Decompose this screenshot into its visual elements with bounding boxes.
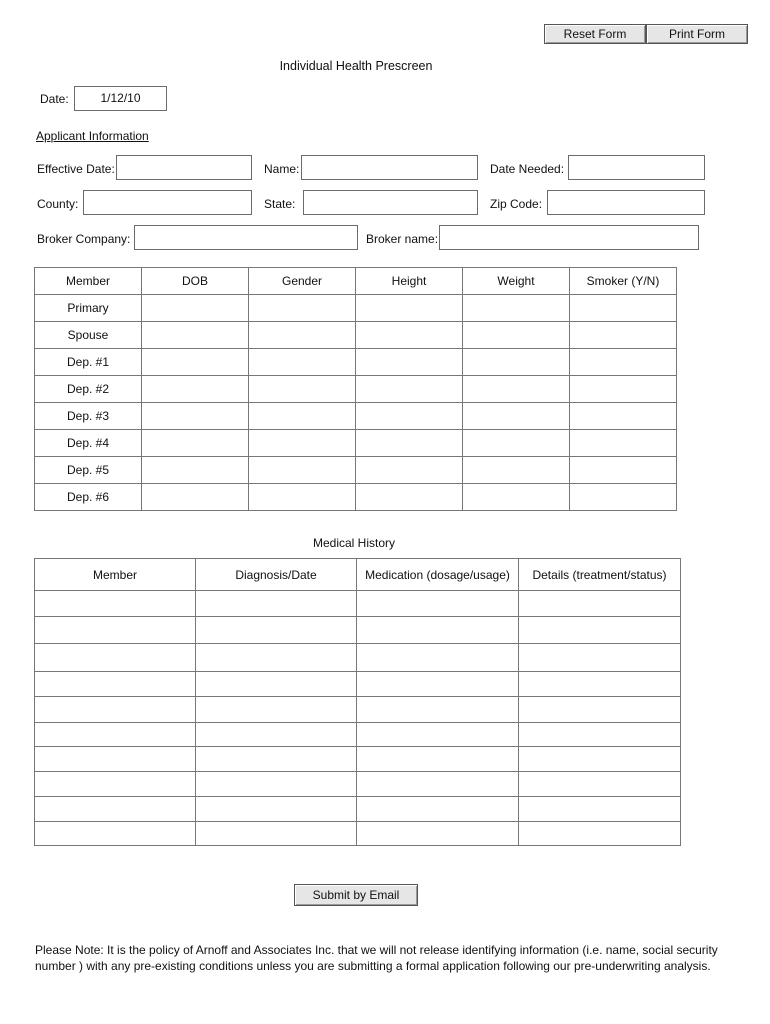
table-row xyxy=(35,822,681,846)
county-label: County: xyxy=(37,197,79,211)
smoker-cell[interactable] xyxy=(570,457,677,484)
member-label: Primary xyxy=(35,295,142,322)
height-cell[interactable] xyxy=(356,349,463,376)
effective-date-field[interactable] xyxy=(116,155,252,180)
diagnosis-cell[interactable] xyxy=(196,747,357,772)
table-row xyxy=(35,797,681,822)
medication-cell[interactable] xyxy=(357,747,519,772)
table-row xyxy=(35,723,681,747)
diagnosis-cell[interactable] xyxy=(196,617,357,644)
members-header-row xyxy=(35,268,677,295)
medication-cell[interactable] xyxy=(357,772,519,797)
member-cell[interactable] xyxy=(35,797,196,822)
table-row xyxy=(35,697,681,723)
details-cell[interactable] xyxy=(519,591,681,617)
table-row xyxy=(35,772,681,797)
gender-cell[interactable] xyxy=(249,430,356,457)
col-header-medication: Medication (dosage/usage) xyxy=(357,559,519,591)
table-row xyxy=(35,295,677,322)
dob-cell[interactable] xyxy=(142,430,249,457)
applicant-information-heading: Applicant Information xyxy=(36,129,149,143)
member-cell[interactable] xyxy=(35,697,196,723)
medication-cell[interactable] xyxy=(357,797,519,822)
smoker-cell[interactable] xyxy=(570,484,677,511)
policy-note: Please Note: It is the policy of Arnoff and Associates Inc. that we will not release identifying information (i.e. name, social security number ) with any pre-existing conditions unless you are submitting a formal application following our pre-underwriting analysis. xyxy=(35,943,718,973)
gender-cell[interactable] xyxy=(249,403,356,430)
smoker-cell[interactable] xyxy=(570,349,677,376)
member-cell[interactable] xyxy=(35,644,196,672)
name-field[interactable] xyxy=(301,155,478,180)
members-table xyxy=(34,267,677,511)
state-label: State: xyxy=(264,197,296,211)
diagnosis-cell[interactable] xyxy=(196,644,357,672)
weight-cell[interactable] xyxy=(463,430,570,457)
state-field[interactable] xyxy=(303,190,478,215)
gender-cell[interactable] xyxy=(249,322,356,349)
member-label: Dep. #4 xyxy=(35,430,142,457)
col-header-smoker: Smoker (Y/N) xyxy=(570,268,677,295)
table-row xyxy=(35,457,677,484)
dob-cell[interactable] xyxy=(142,376,249,403)
dob-cell[interactable] xyxy=(142,322,249,349)
member-label: Dep. #6 xyxy=(35,484,142,511)
table-row xyxy=(35,672,681,697)
details-cell[interactable] xyxy=(519,772,681,797)
col-header-diagnosis-date: Diagnosis/Date xyxy=(196,559,357,591)
diagnosis-cell[interactable] xyxy=(196,672,357,697)
medical-history-title: Medical History xyxy=(312,536,396,550)
dob-cell[interactable] xyxy=(142,403,249,430)
broker-name-label: Broker name: xyxy=(366,232,439,246)
weight-cell[interactable] xyxy=(463,457,570,484)
reset-form-button[interactable]: Reset Form xyxy=(544,24,646,44)
broker-name-field[interactable] xyxy=(439,225,699,250)
date-label: Date: xyxy=(40,92,69,106)
gender-cell[interactable] xyxy=(249,376,356,403)
member-cell[interactable] xyxy=(35,772,196,797)
weight-cell[interactable] xyxy=(463,403,570,430)
medication-cell[interactable] xyxy=(357,697,519,723)
diagnosis-cell[interactable] xyxy=(196,797,357,822)
details-cell[interactable] xyxy=(519,723,681,747)
broker-company-label: Broker Company: xyxy=(37,232,131,246)
gender-cell[interactable] xyxy=(249,484,356,511)
name-label: Name: xyxy=(264,162,300,176)
dob-cell[interactable] xyxy=(142,349,249,376)
height-cell[interactable] xyxy=(356,430,463,457)
col-header-member: Member xyxy=(35,559,196,591)
medical-history-table xyxy=(34,558,681,846)
county-field[interactable] xyxy=(83,190,252,215)
date-needed-field[interactable] xyxy=(568,155,705,180)
smoker-cell[interactable] xyxy=(570,376,677,403)
details-cell[interactable] xyxy=(519,697,681,723)
member-label: Dep. #2 xyxy=(35,376,142,403)
height-cell[interactable] xyxy=(356,484,463,511)
submit-by-email-button[interactable]: Submit by Email xyxy=(294,884,418,906)
medication-cell[interactable] xyxy=(357,617,519,644)
zip-code-field[interactable] xyxy=(547,190,705,215)
col-header-dob: DOB xyxy=(142,268,249,295)
member-label: Dep. #5 xyxy=(35,457,142,484)
height-cell[interactable] xyxy=(356,457,463,484)
col-header-member: Member xyxy=(35,268,142,295)
table-row xyxy=(35,349,677,376)
col-header-details: Details (treatment/status) xyxy=(519,559,681,591)
table-row xyxy=(35,430,677,457)
broker-company-field[interactable] xyxy=(134,225,358,250)
dob-cell[interactable] xyxy=(142,484,249,511)
gender-cell[interactable] xyxy=(249,349,356,376)
medical-header-row xyxy=(35,559,681,591)
weight-cell[interactable] xyxy=(463,349,570,376)
table-row xyxy=(35,484,677,511)
weight-cell[interactable] xyxy=(463,295,570,322)
print-form-button[interactable]: Print Form xyxy=(646,24,748,44)
details-cell[interactable] xyxy=(519,644,681,672)
smoker-cell[interactable] xyxy=(570,322,677,349)
col-header-gender: Gender xyxy=(249,268,356,295)
height-cell[interactable] xyxy=(356,295,463,322)
dob-cell[interactable] xyxy=(142,295,249,322)
member-label: Spouse xyxy=(35,322,142,349)
date-needed-label: Date Needed: xyxy=(490,162,565,176)
smoker-cell[interactable] xyxy=(570,430,677,457)
diagnosis-cell[interactable] xyxy=(196,822,357,846)
medication-cell[interactable] xyxy=(357,644,519,672)
diagnosis-cell[interactable] xyxy=(196,697,357,723)
medication-cell[interactable] xyxy=(357,672,519,697)
gender-cell[interactable] xyxy=(249,457,356,484)
weight-cell[interactable] xyxy=(463,484,570,511)
height-cell[interactable] xyxy=(356,403,463,430)
details-cell[interactable] xyxy=(519,747,681,772)
details-cell[interactable] xyxy=(519,617,681,644)
height-cell[interactable] xyxy=(356,322,463,349)
table-row xyxy=(35,376,677,403)
diagnosis-cell[interactable] xyxy=(196,723,357,747)
details-cell[interactable] xyxy=(519,822,681,846)
member-cell[interactable] xyxy=(35,822,196,846)
col-header-weight: Weight xyxy=(463,268,570,295)
details-cell[interactable] xyxy=(519,797,681,822)
smoker-cell[interactable] xyxy=(570,403,677,430)
weight-cell[interactable] xyxy=(463,376,570,403)
member-cell[interactable] xyxy=(35,747,196,772)
member-label: Dep. #3 xyxy=(35,403,142,430)
member-cell[interactable] xyxy=(35,591,196,617)
diagnosis-cell[interactable] xyxy=(196,772,357,797)
medication-cell[interactable] xyxy=(357,723,519,747)
zip-code-label: Zip Code: xyxy=(490,197,543,211)
table-row xyxy=(35,403,677,430)
weight-cell[interactable] xyxy=(463,322,570,349)
dob-cell[interactable] xyxy=(142,457,249,484)
height-cell[interactable] xyxy=(356,376,463,403)
member-label: Dep. #1 xyxy=(35,349,142,376)
member-cell[interactable] xyxy=(35,672,196,697)
table-row xyxy=(35,644,681,672)
medication-cell[interactable] xyxy=(357,591,519,617)
medication-cell[interactable] xyxy=(357,822,519,846)
col-header-height: Height xyxy=(356,268,463,295)
gender-cell[interactable] xyxy=(249,295,356,322)
member-cell[interactable] xyxy=(35,617,196,644)
table-row xyxy=(35,617,681,644)
table-row xyxy=(35,322,677,349)
member-cell[interactable] xyxy=(35,723,196,747)
date-field[interactable]: 1/12/10 xyxy=(74,86,167,111)
effective-date-label: Effective Date: xyxy=(37,162,115,176)
table-row xyxy=(35,747,681,772)
table-row xyxy=(35,591,681,617)
form-title: Individual Health Prescreen xyxy=(279,59,433,73)
diagnosis-cell[interactable] xyxy=(196,591,357,617)
details-cell[interactable] xyxy=(519,672,681,697)
smoker-cell[interactable] xyxy=(570,295,677,322)
